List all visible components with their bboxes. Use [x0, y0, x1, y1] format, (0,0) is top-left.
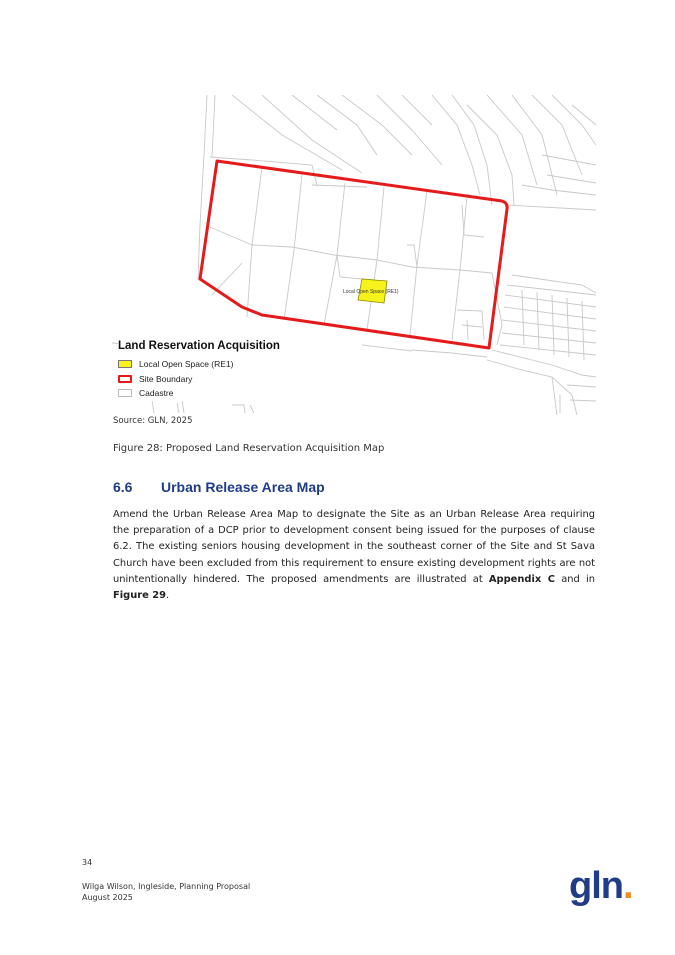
gln-logo	[569, 866, 633, 906]
section-title: Urban Release Area Map	[161, 479, 325, 495]
logo-dot: .	[622, 865, 633, 907]
legend-item-cadastre	[118, 386, 328, 400]
footer-date: August 2025	[82, 893, 133, 902]
map-legend	[118, 340, 328, 401]
cadastre-swatch	[118, 389, 132, 397]
legend-item-site-boundary	[118, 372, 328, 386]
section-heading	[113, 479, 325, 495]
legend-label: Cadastre	[139, 388, 174, 398]
logo-text: gln	[569, 865, 623, 907]
open-space-label: Local Open Space (RE1)	[343, 289, 399, 295]
paragraph-text: .	[165, 590, 170, 602]
site-boundary-swatch	[118, 375, 132, 383]
legend-label: Local Open Space (RE1)	[139, 359, 234, 369]
legend-label: Site Boundary	[139, 373, 193, 384]
figure-reference: Figure 29	[113, 590, 166, 602]
open-space-swatch	[118, 360, 132, 368]
paragraph-text: Amend the Urban Release Area Map to designate the Site as an Urban Release Area requiring the preparation of a DCP prior to development consent being issued for the purposes of clause 6.2. The existing seniors housing development in the southeast corner of the Site and St Sava Church have been excluded from this requirement to ensure existing development rights are not unintentionally hindered. The proposed amendments are illustrated at	[113, 509, 595, 585]
figure-source: Source: GLN, 2025	[113, 416, 193, 426]
section-number: 6.6	[113, 479, 133, 495]
appendix-reference: Appendix C	[488, 573, 555, 585]
body-paragraph	[113, 507, 595, 604]
figure-caption: Figure 28: Proposed Land Reservation Acquisition Map	[113, 443, 385, 454]
footer-document-title: Wilga Wilson, Ingleside, Planning Proposal	[82, 882, 251, 891]
paragraph-text: and in	[555, 573, 595, 585]
legend-item-open-space	[118, 357, 328, 371]
footer	[82, 881, 250, 903]
legend-title: Land Reservation Acquisition	[118, 340, 280, 352]
page-number: 34	[82, 858, 93, 867]
